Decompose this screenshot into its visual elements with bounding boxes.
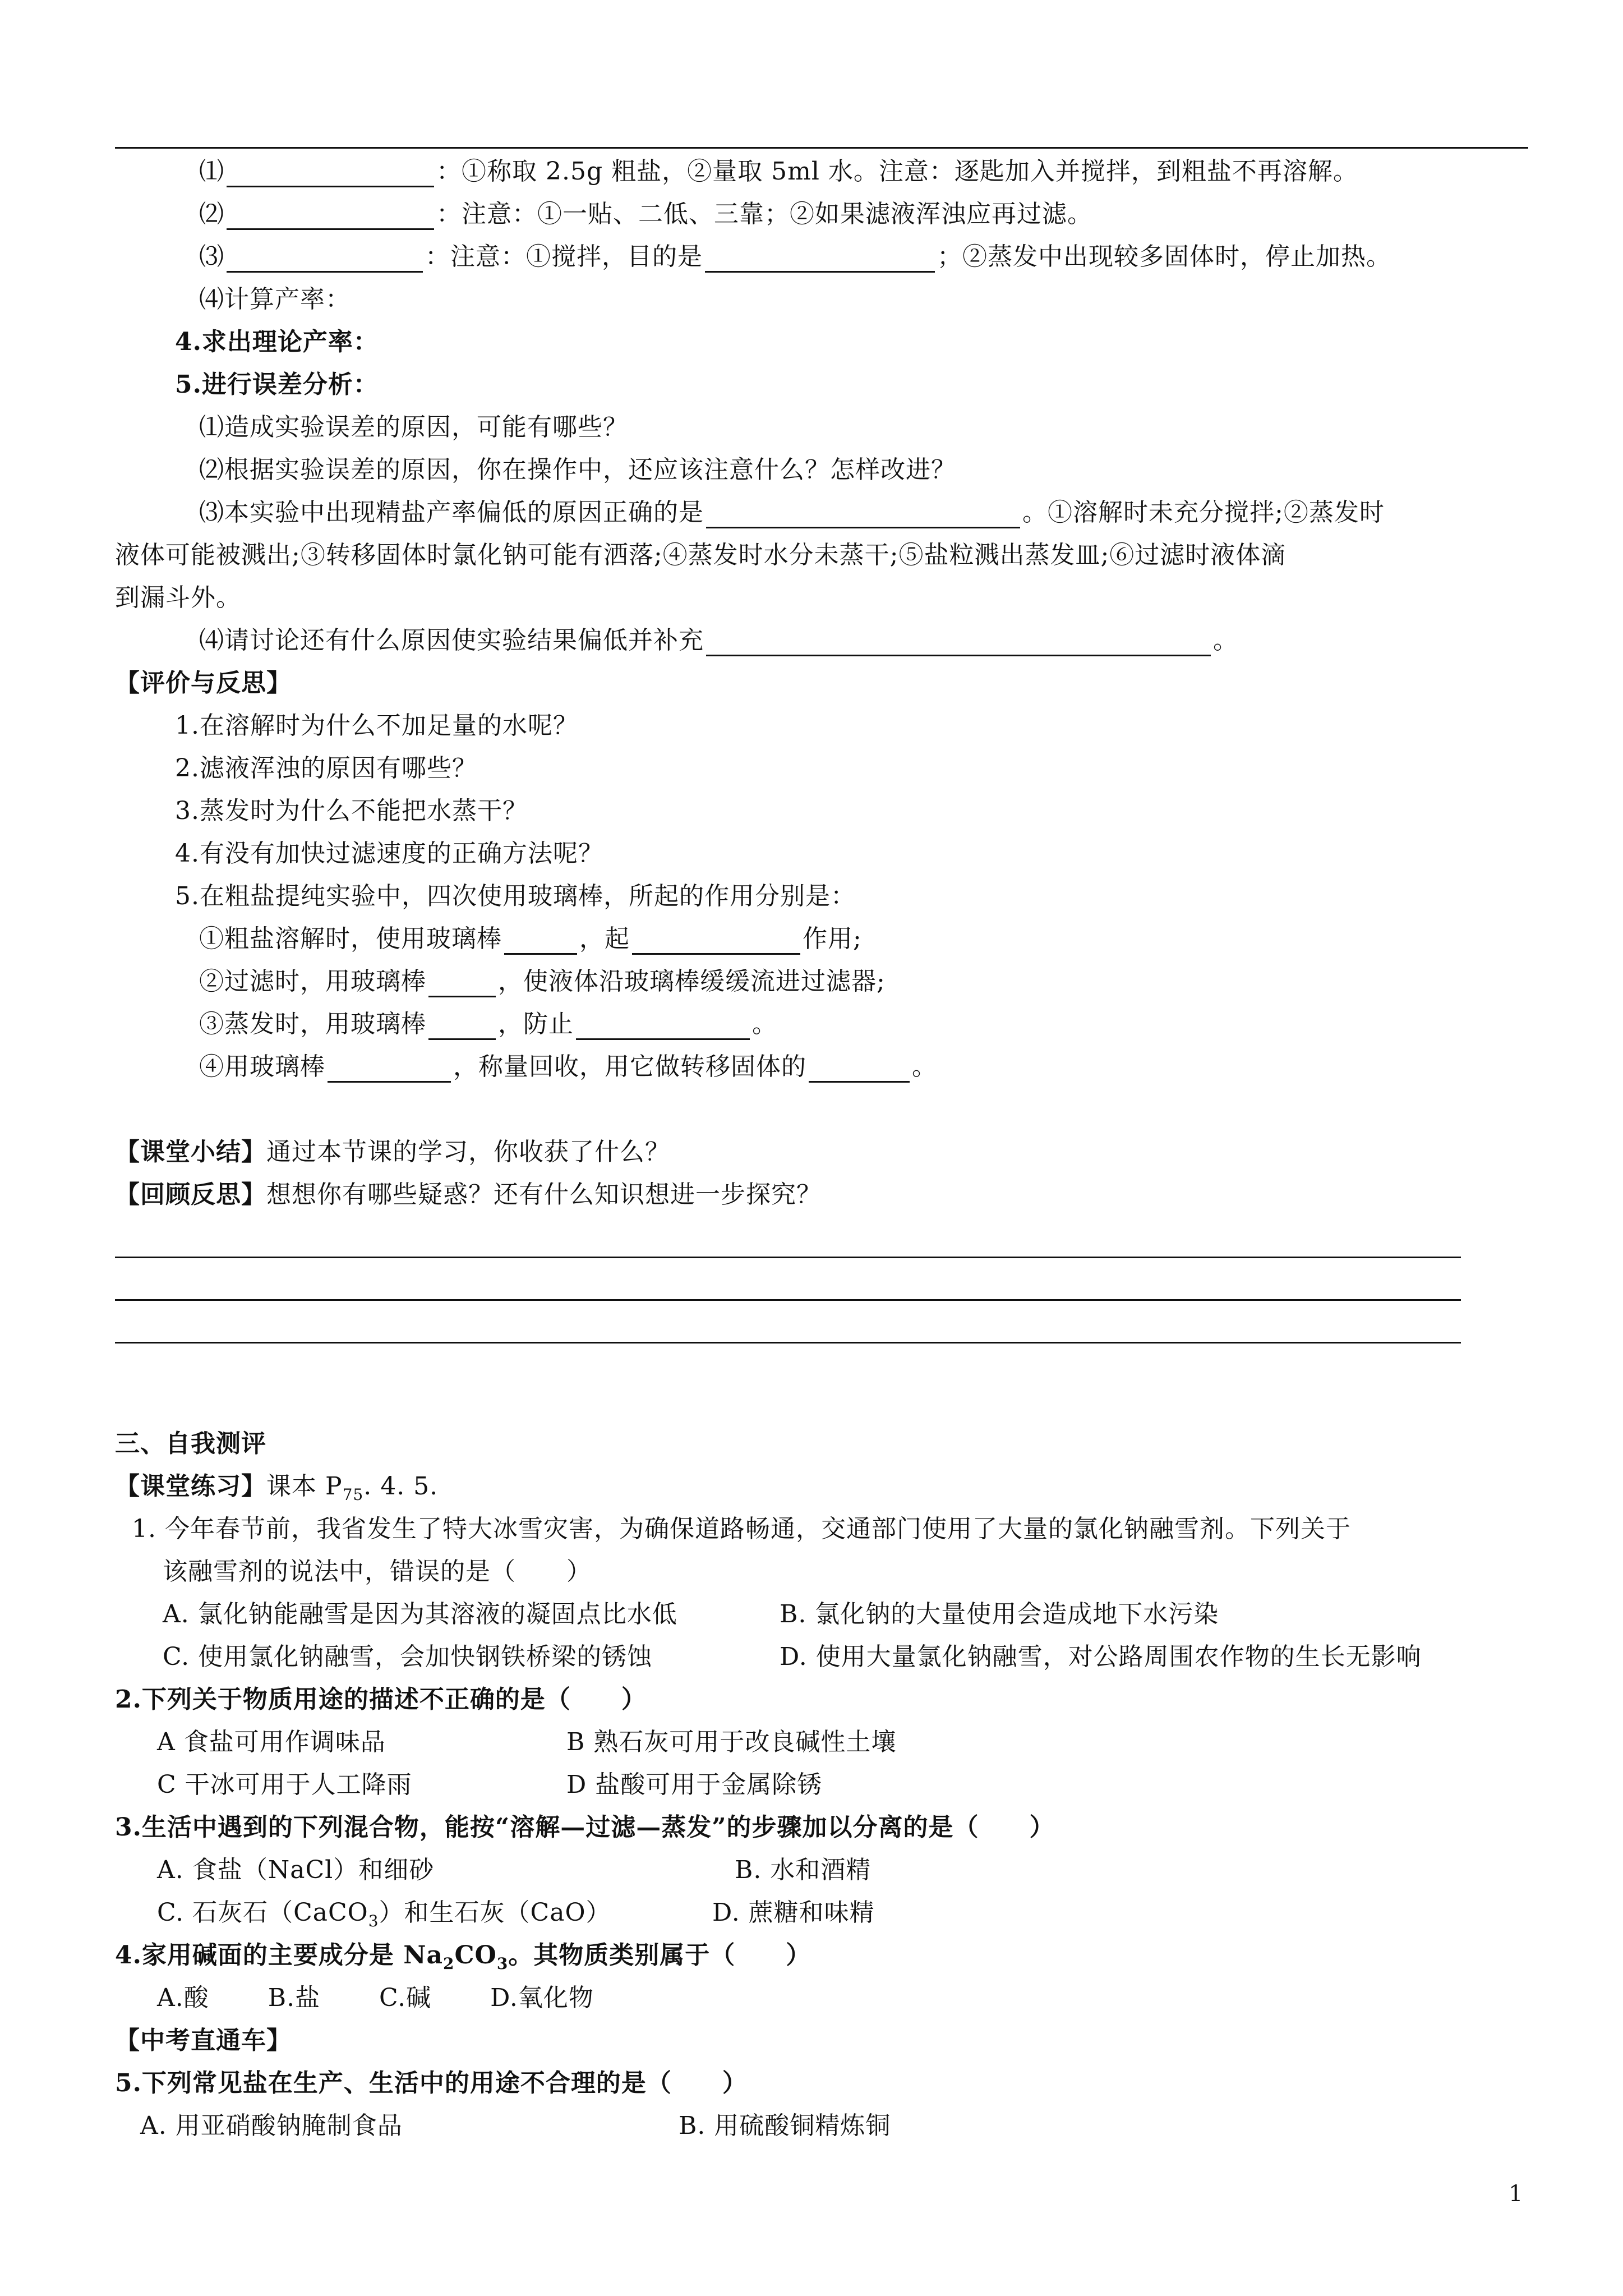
answer-line[interactable] [115,1299,1461,1301]
q1-option-a: A. 氯化钠能融雪是因为其溶液的凝固点比水低 [163,1600,677,1628]
q3-option-a: A. 食盐（NaCl）和细砂 [157,1856,435,1884]
eval-r1: ①粗盐溶解时，使用玻璃棒 ，起 作用; [199,923,862,955]
blank[interactable] [706,502,1020,528]
q1-option-b: B. 氯化钠的大量使用会造成地下水污染 [780,1600,1219,1628]
eval-q4: 4.有没有加快过滤速度的正确方法呢？ [175,839,603,868]
q5-stem: 5.下列常见盐在生产、生活中的用途不合理的是（ ） [115,2069,748,2097]
eval-q2: 2.滤液浑浊的原因有哪些？ [175,754,477,783]
eval-q5: 5.在粗盐提纯实验中，四次使用玻璃棒，所起的作用分别是： [175,882,856,910]
q2-stem: 2.下列关于物质用途的描述不正确的是（ ） [115,1685,647,1714]
q3-stem: 3.生活中遇到的下列混合物，能按“溶解—过滤—蒸发”的步骤加以分离的是（ ） [115,1813,1055,1842]
q1-stem: 1. 今年春节前，我省发生了特大冰雪灾害，为确保道路畅通，交通部门使用了大量的氯化钠融雪剂。下列关于 [132,1515,1351,1543]
q4-stem: 4.家用碱面的主要成分是 $Na_2CO_3$。其物质类别属于（ ） [115,1941,811,1973]
eval-q3: 3.蒸发时为什么不能把水蒸干？ [175,797,528,825]
blank[interactable] [809,1056,910,1083]
summary: 【课堂小结】通过本节课的学习，你收获了什么？ [115,1138,670,1166]
error-q2: ⑵根据实验误差的原因，你在操作中，还应该注意什么？怎样改进？ [199,455,956,484]
q1-option-d: D. 使用大量氯化钠融雪，对公路周围农作物的生长无影响 [780,1642,1422,1671]
q2-option-a: A 食盐可用作调味品 [157,1728,386,1756]
eval-title: 【评价与反思】 [115,669,292,697]
q3-option-c: C. 石灰石（CaCO$_3$）和生石灰（CaO） [157,1898,611,1930]
answer-line[interactable] [115,1342,1461,1343]
answer-line[interactable] [115,1257,1461,1258]
step-1: ⑴ ：①称取 2.5g 粗盐，②量取 5ml 水。注意：逐匙加入并搅拌，到粗盐不再溶解。 [199,156,1358,187]
item-5: 5.进行误差分析： [175,370,379,399]
blank[interactable] [227,246,423,273]
error-q3-line3: 到漏斗外。 [115,583,241,612]
blank[interactable] [227,161,434,187]
eval-r4: ④用玻璃棒 ，称量回收，用它做转移固体的 。 [199,1051,937,1083]
blank[interactable] [632,928,800,955]
practice: 【课堂练习】课本 $P_{75}$. 4. 5. [115,1472,439,1504]
q2-option-c: C 干冰可用于人工降雨 [157,1770,412,1799]
eval-r3: ③蒸发时，用玻璃棒 ，防止 。 [199,1009,777,1040]
top-rule [115,147,1528,149]
blank[interactable] [706,630,1211,656]
blank[interactable] [504,928,577,955]
eval-r2: ②过滤时，用玻璃棒 ，使液体沿玻璃棒缓缓流进过滤器; [199,966,886,997]
step-2: ⑵ ：注意：①一贴、二低、三靠；②如果滤液浑浊应再过滤。 [199,199,1092,230]
q5-option-a: A. 用亚硝酸钠腌制食品 [140,2111,403,2140]
q3-option-d: D. 蔗糖和味精 [712,1898,875,1927]
blank[interactable] [328,1056,451,1083]
blank[interactable] [576,1014,750,1040]
q2-option-d: D 盐酸可用于金属除锈 [566,1770,823,1799]
page-number: 1 [1509,2181,1523,2207]
q2-option-b: B 熟石灰可用于改良碱性土壤 [566,1728,897,1756]
blank[interactable] [428,1014,496,1040]
item-4: 4.求出理论产率： [175,328,379,356]
blank[interactable] [428,971,496,997]
step-4: ⑷计算产率： [199,285,351,314]
error-q4: ⑷请讨论还有什么原因使实验结果偏低并补充 。 [199,625,1238,656]
error-q3-line2: 液体可能被溅出;③转移固体时氯化钠可能有洒落;④蒸发时水分未蒸干;⑤盐粒溅出蒸发皿;⑥过滤时液体滴 [115,541,1287,569]
error-q3: ⑶本实验中出现精盐产率偏低的原因正确的是 。①溶解时未充分搅拌;②蒸发时 [199,497,1385,528]
q1-stem-2: 该融雪剂的说法中，错误的是（ ） [163,1557,592,1586]
q4-options: A.酸 B.盐 C.碱 D.氧化物 [157,1984,594,2012]
q5-option-b: B. 用硫酸铜精炼铜 [679,2111,891,2140]
q1-option-c: C. 使用氯化钠融雪，会加快钢铁桥梁的锈蚀 [163,1642,653,1671]
q3-option-b: B. 水和酒精 [735,1856,872,1884]
blank[interactable] [227,204,434,230]
test-title: 三、自我测评 [115,1429,266,1458]
review: 【回顾反思】想想你有哪些疑惑？还有什么知识想进一步探究？ [115,1180,822,1209]
step-3: ⑶ ：注意：①搅拌，目的是 ；②蒸发中出现较多固体时，停止加热。 [199,241,1391,273]
blank[interactable] [705,246,935,273]
eval-q1: 1.在溶解时为什么不加足量的水呢？ [175,711,578,740]
error-q1: ⑴造成实验误差的原因，可能有哪些？ [199,413,628,441]
exam-title: 【中考直通车】 [115,2026,292,2055]
